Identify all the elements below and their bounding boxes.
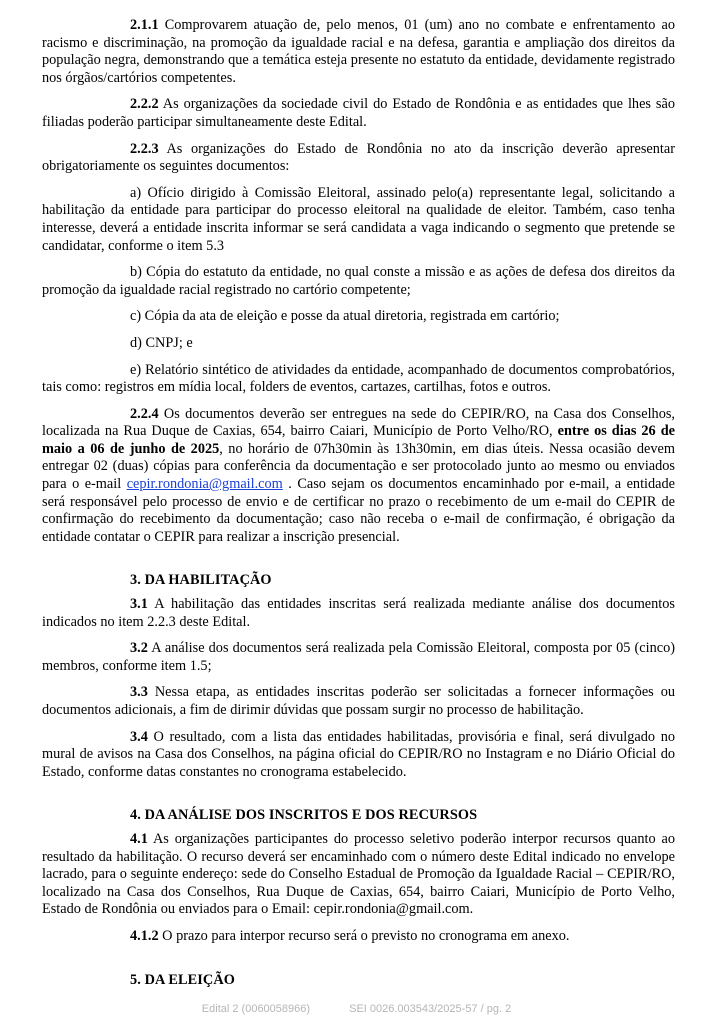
- paragraph-3-1: 3.1 A habilitação das entidades inscritas será realizada mediante análise dos documentos indicados no item 2.2.3 deste Edital.: [42, 596, 675, 630]
- section-heading-5: 5. DA ELEIÇÃO: [130, 971, 235, 988]
- item-c: c) Cópia da ata de eleição e posse da atual diretoria, registrada em cartório;: [130, 308, 560, 325]
- paragraph-3-4: 3.4 O resultado, com a lista das entidades habilitadas, provisória e final, será divulgado no mural de avisos na Casa dos Conselhos, na página oficial do CEPIR/RO no Instagram e no Diário Oficial do Estado, conforme datas constantes no cronograma estabelecido.: [42, 728, 675, 780]
- section-heading-3: 3. DA HABILITAÇÃO: [130, 572, 272, 589]
- document-body: [42, 17, 675, 995]
- paragraph-3-3: 3.3 Nessa etapa, as entidades inscritas poderão ser solicitadas a fornecer informações ou documentos adicionais, a fim de dirimir dúvidas que possam surgir no processo de habilitação.: [42, 684, 675, 718]
- paragraph-2-1-1: 2.1.1 Comprovarem atuação de, pelo menos, 01 (um) ano no combate e enfrentamento ao racismo e discriminação, na promoção da igualdade racial e na defesa, garantia e ampliação dos direitos da população negra, demonstrando que a temática esteja presente no estatuto da entidade, devidamente registrado nos órgãos/cartórios competentes.: [42, 17, 675, 86]
- paragraph-2-2-4: 2.2.4 Os documentos deverão ser entregues na sede do CEPIR/RO, na Casa dos Conselhos, localizada na Rua Duque de Caxias, 654, bairro Caiari, Município de Porto Velho/RO, entre os dias 26 de maio a 06 de junho de 2025, no horário de 07h30min às 13h30min, em dias úteis. Nessa ocasião devem entregar 02 (duas) cópias para conferência da documentação e ser protocolado junto ao mesmo ou enviados para o e-mail cepir.rondonia@gmail.com . Caso sejam os documentos encaminhado por e-mail, a entidade será responsável pelo processo de envio e de certificar no prazo o recebimento de um e-mail do CEPIR de confirmação do recebimento da documentação; caso não receba o e-mail de confirmação, é obrigação da entidade contatar o CEPIR para realizar a inscrição presencial.: [42, 405, 675, 545]
- paragraph-4-1-2: 4.1.2 O prazo para interpor recurso será o previsto no cronograma em anexo.: [130, 927, 570, 944]
- page-footer: [0, 1003, 713, 1015]
- paragraph-3-2: 3.2 A análise dos documentos será realizada pela Comissão Eleitoral, composta por 05 (cinco) membros, conforme item 1.5;: [42, 640, 675, 674]
- paragraph-4-1: 4.1 As organizações participantes do processo seletivo poderão interpor recursos quanto ao resultado da habilitação. O recurso deverá ser encaminhado com o número deste Edital indicado no envelope lacrado, para o seguinte endereço: sede do Conselho Estadual de Promoção da Igualdade Racial – CEPIR/RO, localizado na Casa dos Conselhos, Rua Duque de Caxias, 654, bairro Caiari, Município de Porto Velho, Estado de Rondônia ou enviados para o Email: cepir.rondonia@gmail.com.: [42, 830, 675, 918]
- footer-document-id: Edital 2 (0060058966): [201, 1003, 311, 1015]
- item-a: a) Ofício dirigido à Comissão Eleitoral, assinado pelo(a) representante legal, solicitando a habilitação da entidade para participar do processo eleitoral na qualidade de eleitor. Também, caso tenha interesse, deverá a entidade inscrita informar se será candidata a vaga indicando o segmento que pretende se candidatar, conforme o item 5.3: [42, 184, 675, 254]
- paragraph-2-2-3: 2.2.3 As organizações do Estado de Rondônia no ato da inscrição deverão apresentar obrigatoriamente os seguintes documentos:: [42, 140, 675, 175]
- email-link[interactable]: cepir.rondonia@gmail.com: [126, 476, 283, 493]
- footer-process-number: SEI 0026.003543/2025-57 / pg. 2: [349, 1003, 512, 1015]
- paragraph-2-2-2: 2.2.2 As organizações da sociedade civil do Estado de Rondônia e as entidades que lhes são filiadas poderão participar simultaneamente deste Edital.: [42, 96, 675, 130]
- date-range: entre os dias 26 de maio a 06 de junho de 2025: [42, 423, 675, 457]
- item-b: b) Cópia do estatuto da entidade, no qual conste a missão e as ações de defesa dos direitos da promoção da igualdade racial registrado no cartório competente;: [42, 264, 675, 298]
- item-e: e) Relatório sintético de atividades da entidade, acompanhado de documentos comprobatórios, tais como: registros em mídia local, folders de eventos, cartazes, cartilhas, fotos e outros.: [42, 361, 675, 396]
- section-heading-4: 4. DA ANÁLISE DOS INSCRITOS E DOS RECURSOS: [130, 807, 478, 824]
- item-d: d) CNPJ; e: [130, 334, 193, 351]
